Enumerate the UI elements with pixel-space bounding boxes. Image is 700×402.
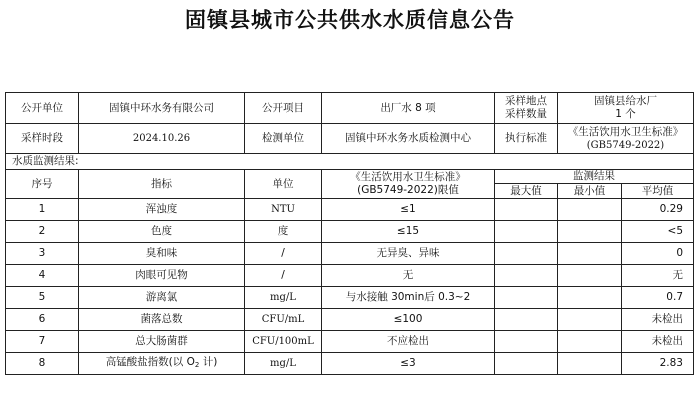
col-no: 序号 <box>6 170 79 199</box>
row-unit: / <box>245 243 322 265</box>
row-max <box>495 243 558 265</box>
row-limit: 不应检出 <box>322 331 495 353</box>
row-limit: 与水接触 30min后 0.3~2 <box>322 287 495 309</box>
row-no: 4 <box>6 265 79 287</box>
col-limit-line2: (GB5749-2022)限值 <box>357 184 459 196</box>
row-min <box>558 309 622 331</box>
row-max <box>495 265 558 287</box>
row-unit: mg/L <box>245 287 322 309</box>
header-row-1 <box>6 93 694 124</box>
row-unit: 度 <box>245 221 322 243</box>
row-indicator: 总大肠菌群 <box>79 331 245 353</box>
col-unit: 单位 <box>245 170 322 199</box>
table-row <box>6 265 694 287</box>
period-label: 采样时段 <box>6 124 79 154</box>
row-avg: 无 <box>622 265 694 287</box>
row-avg: <5 <box>622 221 694 243</box>
row-max <box>495 309 558 331</box>
row-no: 3 <box>6 243 79 265</box>
row-unit: CFU/100mL <box>245 331 322 353</box>
row-max <box>495 353 558 375</box>
row-unit: mg/L <box>245 353 322 375</box>
row-limit: ≤1 <box>322 199 495 221</box>
row-no: 7 <box>6 331 79 353</box>
row-unit: CFU/mL <box>245 309 322 331</box>
row-avg: 2.83 <box>622 353 694 375</box>
row-avg: 0 <box>622 243 694 265</box>
row-avg: 0.29 <box>622 199 694 221</box>
count-value: 1 个 <box>615 108 636 120</box>
page-title: 固镇县城市公共供水水质信息公告 <box>185 8 515 32</box>
row-max <box>495 287 558 309</box>
row-indicator: 肉眼可见物 <box>79 265 245 287</box>
item-label: 公开项目 <box>245 93 322 124</box>
row-avg: 0.7 <box>622 287 694 309</box>
row-indicator: 臭和味 <box>79 243 245 265</box>
col-min: 最小值 <box>558 184 622 199</box>
row-indicator: 游离氯 <box>79 287 245 309</box>
row-unit: NTU <box>245 199 322 221</box>
row-indicator: 浑浊度 <box>79 199 245 221</box>
col-avg: 平均值 <box>622 184 694 199</box>
row-max <box>495 199 558 221</box>
results-caption-row <box>6 154 694 170</box>
row-limit: 无 <box>322 265 495 287</box>
row-no: 8 <box>6 353 79 375</box>
row-min <box>558 221 622 243</box>
row-no: 5 <box>6 287 79 309</box>
col-limit <box>322 170 495 199</box>
results-caption: 水质监测结果: <box>6 154 694 170</box>
row-min <box>558 265 622 287</box>
row-no: 2 <box>6 221 79 243</box>
row-indicator: 色度 <box>79 221 245 243</box>
standard-line2: (GB5749-2022) <box>586 139 665 151</box>
table-row <box>6 287 694 309</box>
row-min <box>558 243 622 265</box>
col-max: 最大值 <box>495 184 558 199</box>
table-row <box>6 199 694 221</box>
table-row <box>6 331 694 353</box>
row-limit: ≤3 <box>322 353 495 375</box>
site-count-values <box>558 93 694 124</box>
header-row-2 <box>6 124 694 154</box>
row-limit: ≤100 <box>322 309 495 331</box>
site-value: 固镇县给水厂 <box>594 95 657 107</box>
row-min <box>558 287 622 309</box>
row-no: 6 <box>6 309 79 331</box>
unit-label: 检测单位 <box>245 124 322 154</box>
row-max <box>495 331 558 353</box>
standard-value <box>558 124 694 154</box>
site-count-labels <box>495 93 558 124</box>
col-limit-line1: 《生活饮用水卫生标准》 <box>350 171 466 183</box>
subscript: 2 <box>194 360 200 369</box>
row-no: 1 <box>6 199 79 221</box>
publisher-label: 公开单位 <box>6 93 79 124</box>
row-min <box>558 331 622 353</box>
row-indicator: 高锰酸盐指数(以 $O_2$ 计) <box>79 353 245 375</box>
publisher-value: 固镇中环水务有限公司 <box>79 93 245 124</box>
standard-label: 执行标准 <box>495 124 558 154</box>
row-max <box>495 221 558 243</box>
table-row <box>6 221 694 243</box>
period-value: 2024.10.26 <box>79 124 245 154</box>
row-avg: 未检出 <box>622 331 694 353</box>
water-quality-table <box>5 92 694 375</box>
item-value: 出厂水 8 项 <box>322 93 495 124</box>
standard-line1: 《生活饮用水卫生标准》 <box>567 125 684 138</box>
row-limit: 无异臭、异味 <box>322 243 495 265</box>
row-unit: / <box>245 265 322 287</box>
count-label: 采样数量 <box>505 108 547 120</box>
row-indicator: 菌落总数 <box>79 309 245 331</box>
unit-value: 固镇中环水务水质检测中心 <box>322 124 495 154</box>
table-row <box>6 243 694 265</box>
col-indicator: 指标 <box>79 170 245 199</box>
table-row <box>6 309 694 331</box>
column-header-row-1 <box>6 170 694 184</box>
row-min <box>558 199 622 221</box>
row-min <box>558 353 622 375</box>
site-label: 采样地点 <box>505 95 547 107</box>
col-monitoring: 监测结果 <box>495 170 694 184</box>
row-avg: 未检出 <box>622 309 694 331</box>
table-row <box>6 353 694 375</box>
row-limit: ≤15 <box>322 221 495 243</box>
